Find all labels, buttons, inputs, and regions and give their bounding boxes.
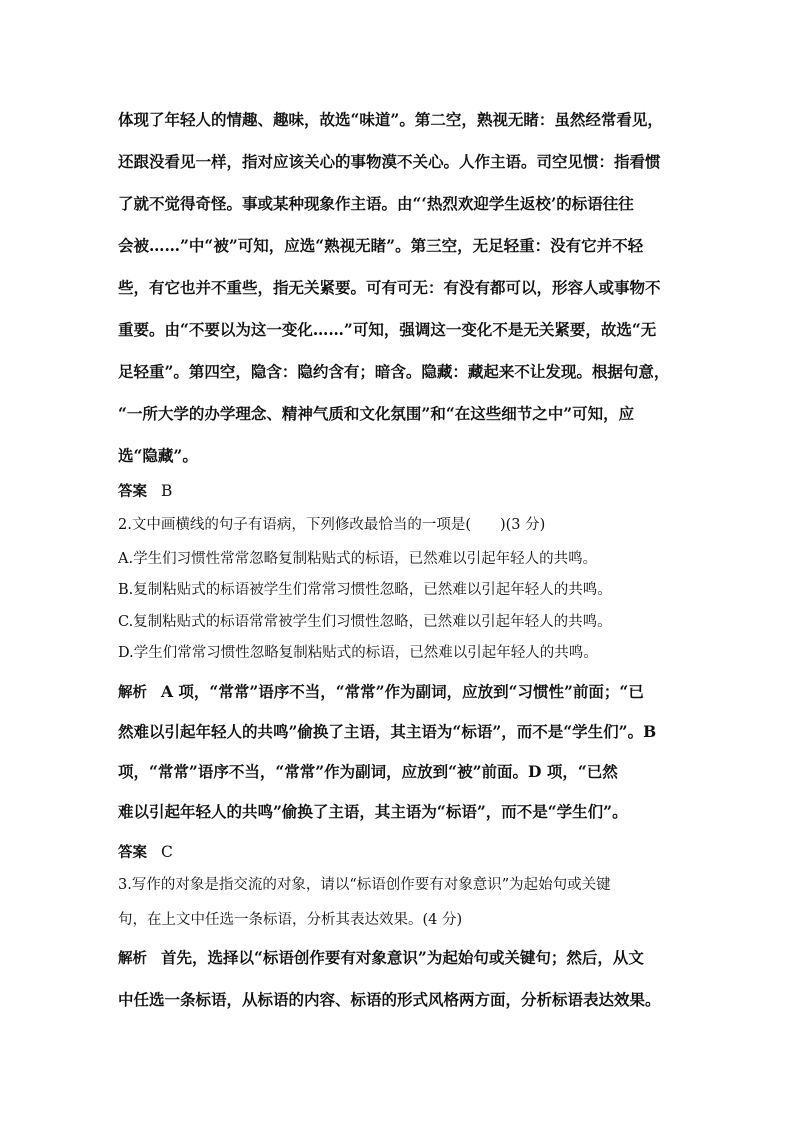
explanation-1-line: 会被……”中“被”可知，应选“熟视无睹”。第三空，无足轻重：没有它并不轻 bbox=[118, 236, 644, 255]
question-2-option-b: B.复制粘贴式的标语被学生们常常习惯性忽略，已然难以引起年轻人的共鸣。 bbox=[118, 582, 612, 598]
explanation-1-line: 还跟没看见一样，指对应该关心的事物漠不关心。人作主语。司空见惯：指看惯 bbox=[118, 152, 661, 171]
question-2-option-d: D.学生们常常习惯性忽略复制粘贴式的标语，已然难以引起年轻人的共鸣。 bbox=[118, 645, 598, 661]
explanation-1-line: 些，有它也并不重些，指无关紧要。可有可无：有没有都可以，形容人或事物不 bbox=[118, 278, 661, 297]
explanation-1-line: 了就不觉得奇怪。事或某种现象作主语。由“‘热烈欢迎学生返校’的标语往往 bbox=[118, 194, 634, 213]
answer-label: 答案 bbox=[118, 844, 147, 861]
question-3-line: 句，在上文中任选一条标语，分析其表达效果。(4 分) bbox=[118, 912, 463, 928]
explanation-3-line: 首先，选择以“标语创作要有对象意识”为起始句或关键句；然后，从文 bbox=[161, 948, 644, 967]
explanation-2-line: A 项，“常常”语序不当，“常常”作为副词，应放到“习惯性”前面；“已 bbox=[161, 682, 644, 701]
explanation-1-line: “一所大学的办学理念、精神气质和文化氛围”和“在这些细节之中”可知，应 bbox=[118, 404, 635, 423]
explanation-label: 解析 bbox=[118, 950, 147, 967]
answer-value: B bbox=[161, 482, 173, 500]
explanation-1-line: 足轻重”。第四空，隐含：隐约含有；暗含。隐藏：藏起来不让发现。根据句意， bbox=[118, 362, 670, 381]
answer-label: 答案 bbox=[118, 483, 147, 500]
explanation-1-line: 重要。由“不要以为这一变化……”可知，强调这一变化不是无关紧要，故选“无 bbox=[118, 320, 657, 339]
question-2-stem: 2.文中画横线的句子有语病，下列修改最恰当的一项是( )(3 分) bbox=[118, 517, 546, 533]
explanation-2-line: 项，“常常”语序不当，“常常”作为副词，应放到“被”前面。D 项，“已然 bbox=[118, 762, 618, 781]
explanation-1-line: 体现了年轻人的情趣、趣味，故选“味道”。第二空，熟视无睹：虽然经常看见， bbox=[118, 110, 663, 129]
answer-1 bbox=[118, 481, 172, 502]
explanation-1-line: 选“隐藏”。 bbox=[118, 446, 198, 465]
explanation-2-line: 难以引起年轻人的共鸣”偷换了主语，其主语为“标语”，而不是“学生们”。 bbox=[118, 802, 628, 821]
explanation-2-first-line bbox=[118, 682, 644, 703]
explanation-3-first-line bbox=[118, 948, 644, 969]
question-2-option-c: C.复制粘贴式的标语常常被学生们习惯性忽略，已然难以引起年轻人的共鸣。 bbox=[118, 614, 612, 630]
explanation-3-line: 中任选一条标语，从标语的内容、标语的形式风格两方面，分析标语表达效果。 bbox=[118, 990, 661, 1009]
answer-2 bbox=[118, 842, 173, 863]
question-2-option-a: A.学生们习惯性常常忽略复制粘贴式的标语，已然难以引起年轻人的共鸣。 bbox=[118, 551, 598, 567]
answer-value: C bbox=[161, 843, 173, 861]
explanation-label: 解析 bbox=[118, 684, 147, 701]
question-3-line: 3.写作的对象是指交流的对象，请以“标语创作要有对象意识”为起始句或关键 bbox=[118, 877, 611, 893]
explanation-2-line: 然难以引起年轻人的共鸣”偷换了主语，其主语为“标语”，而不是“学生们”。B bbox=[118, 722, 657, 741]
